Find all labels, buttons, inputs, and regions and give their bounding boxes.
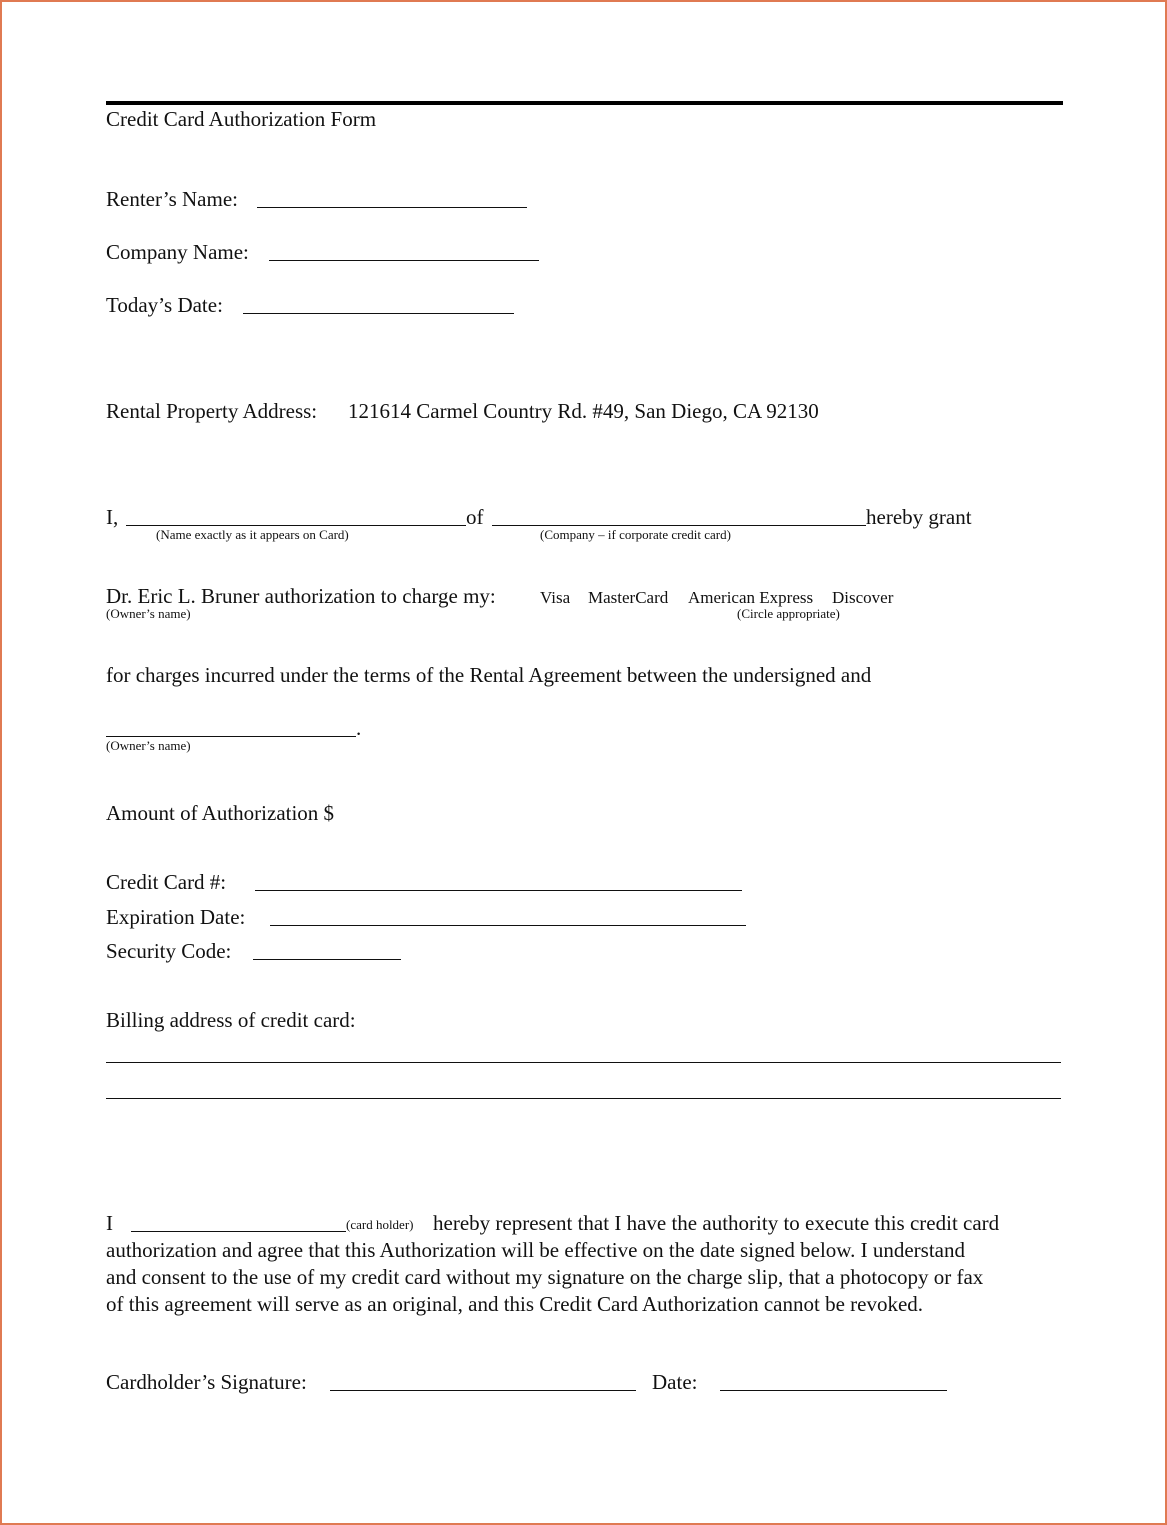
card-type-american-express[interactable]: American Express <box>688 588 814 607</box>
security-code-field[interactable] <box>253 959 401 960</box>
expiration-date-field[interactable] <box>270 925 746 926</box>
card-holder-name-field[interactable] <box>131 1231 346 1232</box>
security-code-label: Security Code: <box>106 939 232 963</box>
card-type-discover[interactable]: Discover <box>832 588 894 607</box>
form-title: Credit Card Authorization Form <box>106 107 377 131</box>
header-rule <box>106 101 1063 105</box>
charges-sentence: for charges incurred under the terms of the Rental Agreement between the undersigned and <box>106 663 872 687</box>
card-number-field[interactable] <box>255 890 742 891</box>
renter-name-label: Renter’s Name: <box>106 187 238 211</box>
card-type-mastercard[interactable]: MasterCard <box>588 588 669 607</box>
grant-suffix: hereby grant <box>866 505 972 529</box>
card-number-label: Credit Card #: <box>106 870 227 894</box>
card-type-visa[interactable]: Visa <box>540 588 571 607</box>
renter-name-field[interactable] <box>257 207 527 208</box>
property-address-label: Rental Property Address: <box>106 399 318 423</box>
owner-name-period: . <box>356 716 362 740</box>
todays-date-field[interactable] <box>243 313 514 314</box>
name-hint: (Name exactly as it appears on Card) <box>156 527 349 542</box>
billing-address-label: Billing address of credit card: <box>106 1008 356 1032</box>
signature-date-field[interactable] <box>720 1390 947 1391</box>
signature-date-label: Date: <box>652 1370 698 1394</box>
representation-line-4: of this agreement will serve as an original, and this Credit Card Authorization cannot be revoked. <box>106 1292 924 1316</box>
circle-appropriate-hint: (Circle appropriate) <box>737 606 840 621</box>
representation-line-2: authorization and agree that this Authorization will be effective on the date signed below. I understand <box>106 1238 965 1262</box>
todays-date-label: Today’s Date: <box>106 293 223 317</box>
representation-line-1: hereby represent that I have the authority to execute this credit card <box>433 1211 1000 1235</box>
signature-field[interactable] <box>330 1390 636 1391</box>
expiration-label: Expiration Date: <box>106 905 246 929</box>
grant-of: of <box>466 505 484 529</box>
company-name-field[interactable] <box>269 260 539 261</box>
signature-label: Cardholder’s Signature: <box>106 1370 307 1394</box>
representation-prefix: I <box>106 1211 113 1235</box>
company-hint: (Company – if corporate credit card) <box>540 527 731 542</box>
property-address-value: 121614 Carmel Country Rd. #49, San Diego, CA 92130 <box>348 399 819 423</box>
grant-prefix: I, <box>106 505 119 529</box>
cardholder-name-field[interactable] <box>126 525 466 526</box>
owner-name-hint-2: (Owner’s name) <box>106 738 191 753</box>
billing-address-line-2[interactable] <box>106 1098 1061 1099</box>
billing-address-line-1[interactable] <box>106 1062 1061 1063</box>
card-holder-hint: (card holder) <box>346 1217 414 1232</box>
cardholder-company-field[interactable] <box>492 525 866 526</box>
owner-name-field[interactable] <box>106 736 356 737</box>
owner-name-hint: (Owner’s name) <box>106 606 191 621</box>
representation-line-3: and consent to the use of my credit card without my signature on the charge slip, that a photocopy or fax <box>106 1265 984 1289</box>
owner-authorization-text: Dr. Eric L. Bruner authorization to charge my: <box>106 584 496 608</box>
amount-label: Amount of Authorization $ <box>106 801 335 825</box>
company-name-label: Company Name: <box>106 240 249 264</box>
